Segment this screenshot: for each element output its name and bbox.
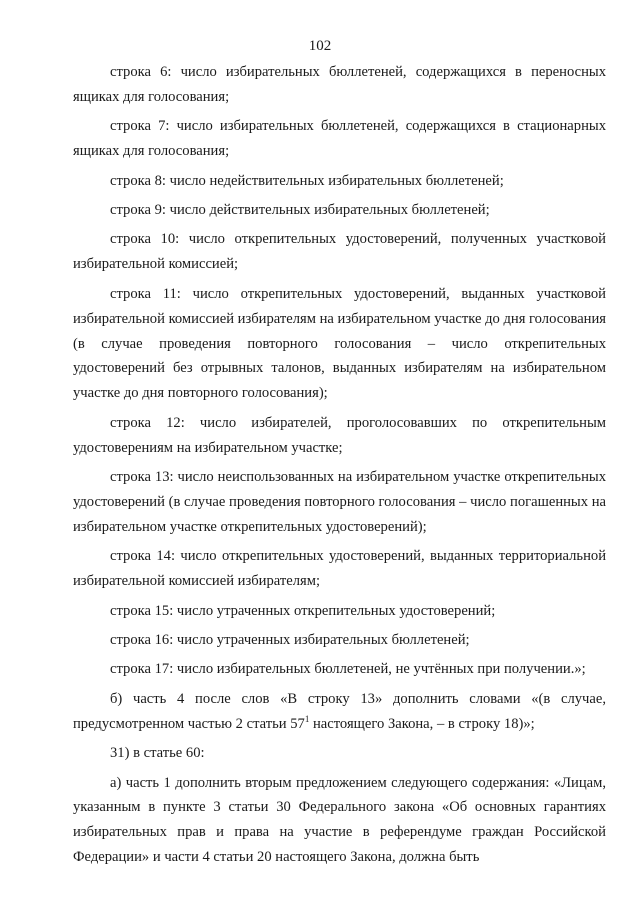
document-body	[73, 60, 606, 870]
paragraph-row-12: строка 12: число избирателей, проголосовавших по открепительным удостоверениям на избирательном участке;	[73, 414, 606, 456]
superscript-1: 1	[304, 713, 310, 724]
paragraph-row-6: строка 6: число избирательных бюллетеней, содержащихся в переносных ящиках для голосования;	[73, 64, 606, 105]
paragraph-row-7: строка 7: число избирательных бюллетеней, содержащихся в стационарных ящиках для голосования;	[73, 118, 606, 160]
paragraph-row-16: строка 16: число утраченных избирательных бюллетеней;	[110, 632, 470, 649]
paragraph-row-17: строка 17: число избирательных бюллетеней, не учтённых при получении.»;	[110, 661, 586, 678]
paragraph-row-9: строка 9: число действительных избирательных бюллетеней;	[110, 202, 490, 219]
paragraph-row-10: строка 10: число открепительных удостоверений, полученных участковой избирательной комиссией;	[73, 231, 606, 273]
page-number: 102	[308, 38, 332, 54]
paragraph-row-8: строка 8: число недействительных избирательных бюллетеней;	[110, 172, 504, 189]
paragraph-b-text-end: настоящего Закона, – в строку 18)»;	[309, 715, 535, 732]
paragraph-row-11: строка 11: число открепительных удостоверений, выданных участковой избирательной комиссией избирателям на избирательном участке до дня голосования (в случае проведения повторного голосования – число открепительных удостоверений без отрывных талонов, выданных избирателям на избирательном участке до дня повторного голосования);	[73, 285, 607, 402]
item-31: 31) в статье 60:	[110, 745, 205, 762]
paragraph-row-14: строка 14: число открепительных удостоверений, выданных территориальной избирательной комиссией избирателям;	[73, 548, 606, 590]
paragraph-row-13: строка 13: число неиспользованных на избирательном участке открепительных удостоверений (в случае проведения повторного голосования – число погашенных на избирательном участке открепительных удостоверений);	[73, 469, 606, 535]
paragraph-a: а) часть 1 дополнить вторым предложением следующего содержания: «Лицам, указанным в пункте 3 статьи 30 Федерального закона «Об основных гарантиях избирательных прав и права на участие в референдуме граждан Российской Федерации» и части 4 статьи 20 настоящего Закона, должна быть	[73, 774, 606, 866]
paragraph-row-15: строка 15: число утраченных открепительных удостоверений;	[110, 602, 496, 619]
paragraph-b	[73, 687, 606, 737]
paragraph-b-text: б) часть 4 после слов «В строку 13» дополнить словами «(в случае, предусмотренном частью 2 статьи 57	[73, 690, 606, 732]
